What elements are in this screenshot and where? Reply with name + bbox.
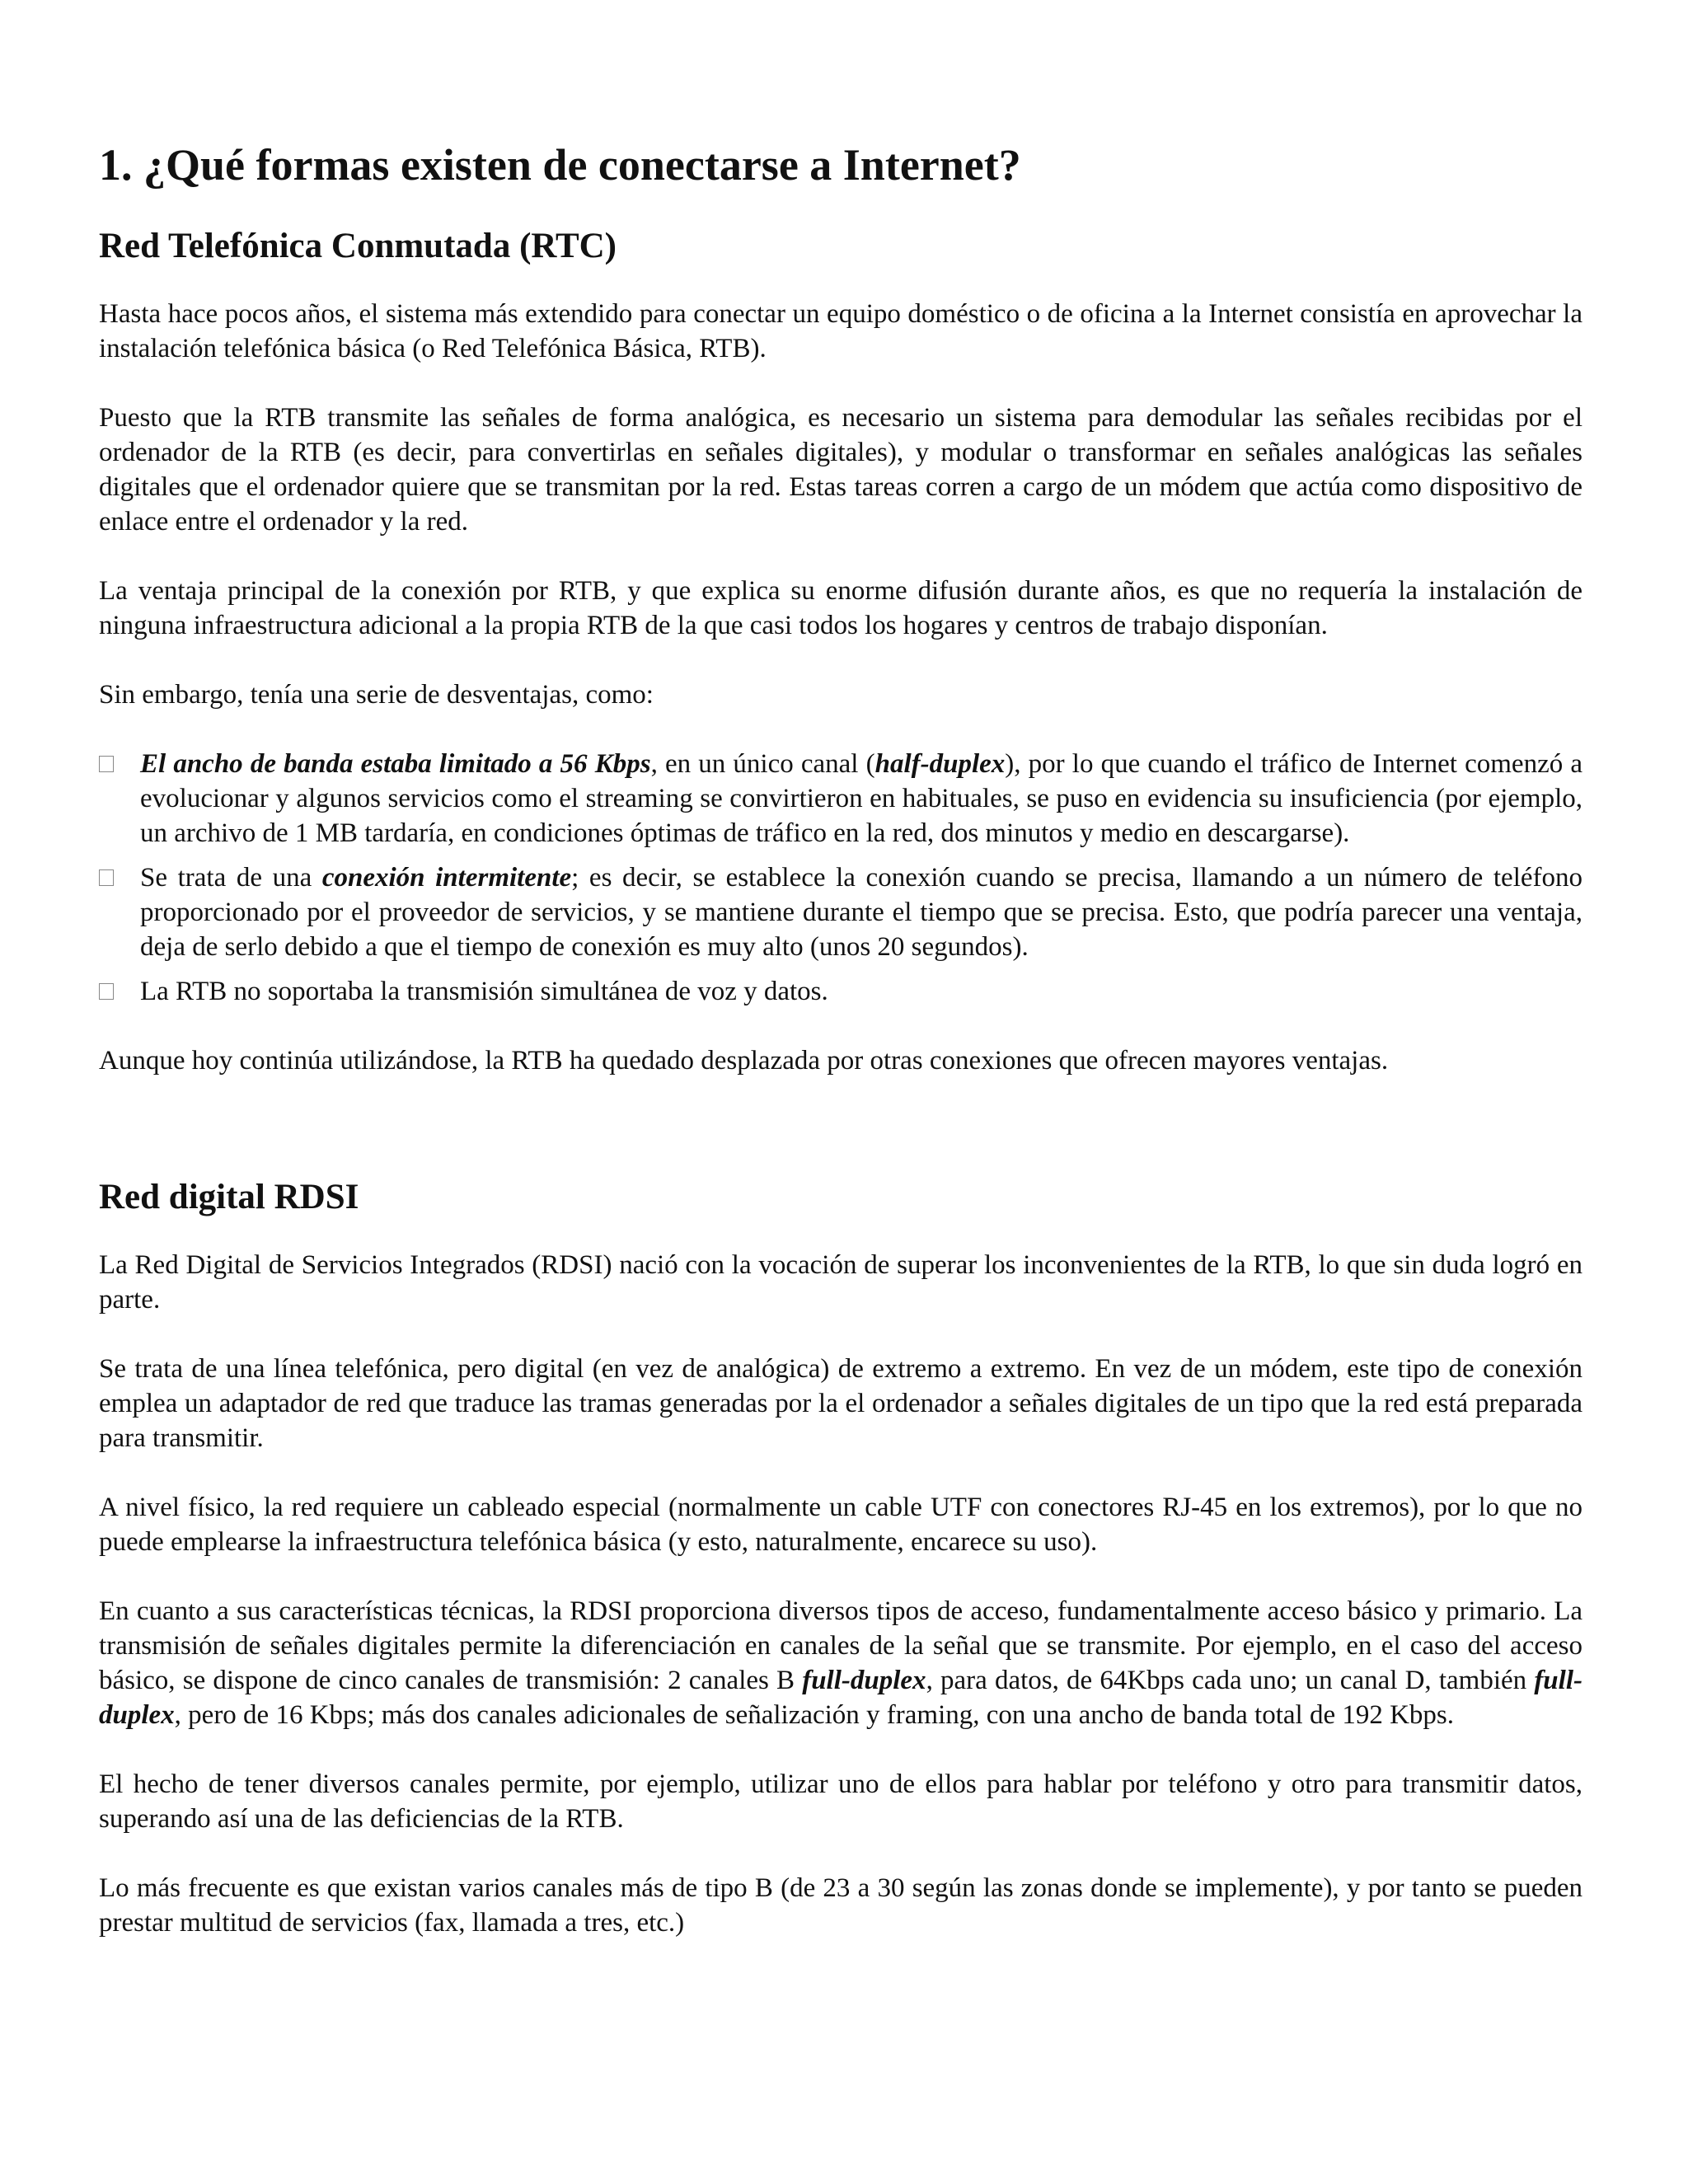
rtc-paragraph-4: Sin embargo, tenía una serie de desventajas, como: — [99, 680, 654, 710]
bullet-box-icon — [99, 983, 114, 1000]
bullet-box-icon — [99, 869, 114, 886]
bullet-box-icon — [99, 756, 114, 772]
rdsi-paragraph-5: El hecho de tener diversos canales permite, por ejemplo, utilizar uno de ellos para hablar por teléfono y otro para transmitir datos, superando así una de las deficiencias de la RTB. — [99, 1769, 1582, 1834]
page-title: 1. ¿Qué formas existen de conectarse a Internet? — [99, 140, 1021, 190]
document-page — [99, 138, 1582, 1975]
list-item: Se trata de una conexión intermitente; es decir, se establece la conexión cuando se precisa, llamando a un número de teléfono proporcionado por el proveedor de servicios, y se mantiene durante el tiempo que se precisa. Esto, que podría parecer una ventaja, deja de serlo debido a que el tiempo de conexión es muy alto (unos 20 segundos). — [99, 860, 1582, 964]
section-title-rtc: Red Telefónica Conmutada (RTC) — [99, 227, 617, 265]
rdsi-paragraph-3: A nivel físico, la red requiere un cableado especial (normalmente un cable UTF con conectores RJ-45 en los extremos), por lo que no puede emplearse la infraestructura telefónica básica (y esto, naturalmente, encarece su uso). — [99, 1493, 1582, 1557]
section-title-rdsi: Red digital RDSI — [99, 1178, 359, 1216]
rdsi-paragraph-2: Se trata de una línea telefónica, pero digital (en vez de analógica) de extremo a extremo. En vez de un módem, este tipo de conexión emplea un adaptador de red que traduce las tramas generadas por la el ordenador a señales digitales de un tipo que la red está preparada para transmitir. — [99, 1354, 1582, 1453]
rdsi-paragraph-6: Lo más frecuente es que existan varios canales más de tipo B (de 23 a 30 según las zonas donde se implemente), y por tanto se pueden prestar multitud de servicios (fax, llamada a tres, etc.) — [99, 1873, 1582, 1938]
rdsi-paragraph-1: La Red Digital de Servicios Integrados (RDSI) nació con la vocación de superar los inconvenientes de la RTB, lo que sin duda logró en parte. — [99, 1250, 1582, 1315]
rtc-paragraph-3: La ventaja principal de la conexión por RTB, y que explica su enorme difusión durante años, es que no requería la instalación de ninguna infraestructura adicional a la propia RTB de la que casi todos los hogares y centros de trabajo disponían. — [99, 576, 1582, 640]
rtc-paragraph-1: Hasta hace pocos años, el sistema más extendido para conectar un equipo doméstico o de oficina a la Internet consistía en aprovechar la instalación telefónica básica (o Red Telefónica Básica, RTB). — [99, 299, 1582, 363]
rtc-paragraph-5: Aunque hoy continúa utilizándose, la RTB ha quedado desplazada por otras conexiones que ofrecen mayores ventajas. — [99, 1046, 1389, 1076]
list-item: La RTB no soportaba la transmisión simultánea de voz y datos. — [99, 974, 1582, 1009]
rtc-paragraph-2: Puesto que la RTB transmite las señales de forma analógica, es necesario un sistema para demodular las señales recibidas por el ordenador de la RTB (es decir, para convertirlas en señales digitales), y modular o transformar en señales analógicas las señales digitales que el ordenador quiere que se transmitan por la red. Estas tareas corren a cargo de un módem que actúa como dispositivo de enlace entre el ordenador y la red. — [99, 403, 1582, 537]
list-item: El ancho de banda estaba limitado a 56 Kbps, en un único canal (half-duplex), por lo que cuando el tráfico de Internet comenzó a evolucionar y algunos servicios como el streaming se convirtieron en habituales, se puso en evidencia su insuficiencia (por ejemplo, un archivo de 1 MB tardaría, en condiciones óptimas de tráfico en la red, dos minutos y medio en descargarse). — [99, 747, 1582, 851]
disadvantages-list — [99, 747, 1582, 1009]
section-spacer — [99, 1113, 1582, 1175]
rdsi-paragraph-4: En cuanto a sus características técnicas, la RDSI proporciona diversos tipos de acceso, fundamentalmente acceso básico y primario. La transmisión de señales digitales permite la diferenciación en canales de la señal que se transmite. Por ejemplo, en el caso del acceso básico, se dispone de cinco canales de transmisión: 2 canales B full-duplex, para datos, de 64Kbps cada uno; un canal D, también full-duplex, pero de 16 Kbps; más dos canales adicionales de señalización y framing, con una ancho de banda total de 192 Kbps. — [99, 1596, 1582, 1730]
